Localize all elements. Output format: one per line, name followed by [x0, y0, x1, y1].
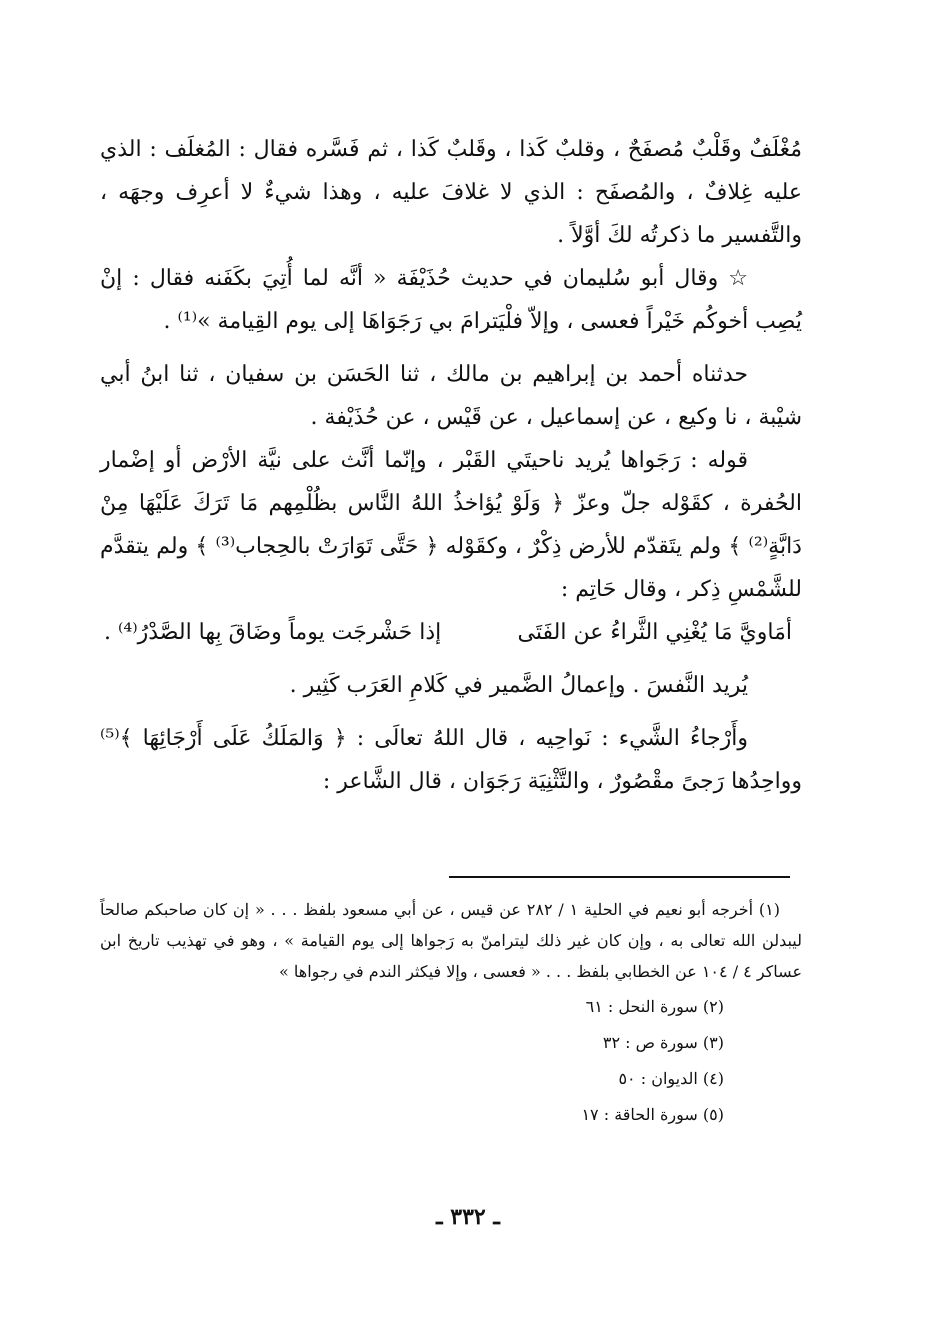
page-number: ـ ٣٣٢ ـ	[436, 1204, 500, 1230]
verse-second-hemistich: إذا حَشْرجَت يوماً وضَاقَ بِها الصَّدْرُ⁽⁴⁾ .	[104, 620, 442, 645]
footnote-1: (١) أخرجه أبو نعيم في الحلية ١ / ٢٨٢ عن قيس ، عن أبي مسعود بلفظ . . . « إن كان صاحبكم صالحاً ليبدلن الله تعالى به ، وإن كان غير ذلك ليترامنّ به رَجواها إلى يوم القيامة » ، وهو في تهذيب تاريخ ابن عساكر ٤ / ١٠٤ عن الخطابي بلفظ . . . « فعسى ، وإلا فيكثر الندم في رجواها »	[100, 900, 802, 981]
main-text	[100, 128, 802, 803]
footnote-separator	[449, 876, 790, 878]
footnote-4: (٤) الديوان : ٥٠	[618, 1069, 724, 1088]
paragraph-4: قوله : رَجَواها يُريد ناحيتَي القَبْر ، وإنّما أنَّث على نيَّة الأرْض أو إضْمار الحُفرة ، كقَوْله جلّ وعزّ ﴿ وَلَوْ يُؤاخذُ اللهُ النَّاس بظُلْمِهم مَا تَرَكَ عَلَيْهَا مِنْ دَابَّةٍ⁽²⁾ ﴾ ولم يتَقدّم للأرض ذِكْرٌ ، وكقَوْله ﴿ حَتَّى تَوَارَتْ بالحِجاب⁽³⁾ ﴾ ولم يتقدَّم للشَّمْسِ ذِكر ، وقال حَاتِم :	[100, 448, 802, 602]
footnote-5: (٥) سورة الحاقة : ١٧	[581, 1105, 724, 1124]
poetry-verse	[100, 611, 802, 654]
paragraph-5: يُريد النَّفسَ . وإعمالُ الضَّمير في كَلامِ العَرَب كَثِير .	[289, 673, 748, 698]
paragraph-1: مُغْلَفٌ وقَلْبٌ مُصفَحٌ ، وقلبٌ كَذا ، وقَلبٌ كَذا ، ثم فَسَّره فقال : المُغلَف : الذي عليه غِلافٌ ، والمُصفَح : الذي لا غلافَ عليه ، وهذا شيءٌ لا أعرِف وجهَه ، والتَّفسير ما ذكرتُه لكَ أوَّلاً .	[100, 137, 802, 248]
footnotes	[100, 894, 802, 1131]
paragraph-6: وأَرْجاءُ الشَّيء : نَواحِيه ، قال اللهُ تعالَى : ﴿ وَالمَلَكُ عَلَى أَرْجَائِهَا ﴾⁽⁵⁾ وواحِدُها رَجىً مقْصُورٌ ، والتَّثْنِيَة رَجَوَان ، قال الشَّاعر :	[100, 726, 802, 794]
footnote-2: (٢) سورة النحل : ٦١	[585, 997, 724, 1016]
footnote-3: (٣) سورة ص : ٣٢	[602, 1033, 724, 1052]
verse-first-hemistich: أمَاويَّ مَا يُغْنِي الثَّراءُ عن الفَتَى	[517, 620, 792, 645]
paragraph-3: حدثناه أحمد بن إبراهيم بن مالك ، ثنا الحَسَن بن سفيان ، ثنا ابنُ أبي شيْبة ، نا وكيع ، عن إسماعيل ، عن قَيْس ، عن حُذَيْفة .	[100, 362, 802, 430]
paragraph-2: ☆ وقال أبو سُليمان في حديث حُذَيْفَة « أنَّه لما أُتِيَ بكَفَنه فقال : إنْ يُصِب أخوكُم خَيْراً فعسى ، وإلاّ فلْيَترامَ بي رَجَوَاهَا إلى يوم القِيامة »⁽¹⁾ .	[100, 266, 802, 334]
